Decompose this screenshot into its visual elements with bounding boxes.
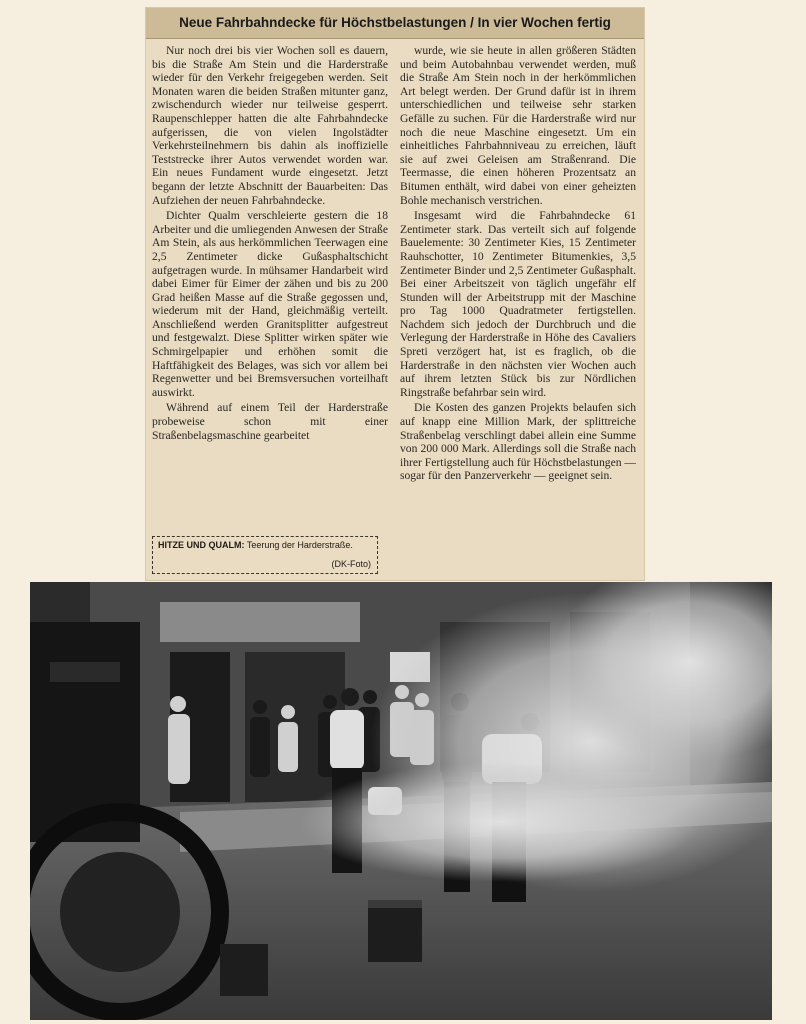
- photo-caption: [152, 536, 378, 574]
- paragraph: Die Kosten des ganzen Projekts belaufen sich auf knapp eine Million Mark, der splittreiche Straßenbelag verschlingt dabei allein eine Summe von 200 000 Mark. Allerdings soll die Straße nach ihrer Fertigstellung auch für Höchstbelastungen — sogar für den Panzerverkehr — geeignet sein.: [400, 401, 637, 483]
- photo-credit: (DK-Foto): [331, 559, 371, 569]
- paragraph: Dichter Qualm verschleierte gestern die 18 Arbeiter und die umliegenden Anwesen der Straße Am Stein, als aus herkömmlichen Teerwagen eine 2,5 Zentimeter dicke Gußasphaltschicht aufgetragen wurde. In mühsamer Handarbeit wird dabei Eimer für Eimer der zähen und bis zu 200 Grad heißen Masse auf die Straße gegossen und, wiederum mit der Hand, gleichmäßig verteilt. Anschließend werden Granitsplitter aufgestreut und festgewalzt. Diese Splitter wirken später wie Schmirgelpapier und erhöhen somit die Haftfähigkeit des Belages, was sich vor allem bei Regenwetter und bei Bremsversuchen vorteilhaft auswirkt.: [152, 209, 388, 399]
- paragraph: Insgesamt wird die Fahrbahndecke 61 Zentimeter stark. Das verteilt sich auf folgende Bauelemente: 30 Zentimeter Kies, 15 Zentimeter Rauhschotter, 10 Zentimeter Bitumenkies, 3,5 Zentimeter Binder und 2,5 Zentimeter Gußasphalt. Bei einer Arbeitszeit von täglich ungefähr elf Stunden will der Arbeitstrupp mit der Maschine pro Tag 1000 Quadratmeter fertigstellen. Nachdem sich jedoch der Durchbruch und die Verlegung der Harderstraße in Höhe des Cavaliers Spreti verzögert hat, ist es fraglich, ob die Harderstraße in den nächsten vier Wochen auch auf ihrem letzten Stück bis zur Nördlichen Ringstraße befahrbar sein wird.: [400, 209, 636, 399]
- caption-title: HITZE UND QUALM:: [158, 540, 245, 550]
- article-headline: Neue Fahrbahndecke für Höchstbelastungen / In vier Wochen fertig: [146, 8, 644, 39]
- article-column-left: [152, 44, 388, 444]
- newspaper-clipping: [146, 8, 644, 580]
- article-column-right: [400, 44, 636, 485]
- photo-image: [30, 582, 772, 1020]
- paragraph: Während auf einem Teil der Harderstraße probeweise schon mit einer Straßenbelagsmaschine gearbeitet: [152, 401, 388, 442]
- paragraph: Nur noch drei bis vier Wochen soll es dauern, bis die Straße Am Stein und die Harderstraße wieder für den Verkehr freigegeben werden. Seit Monaten waren die beiden Straßen mitunter ganz, zwischendurch wieder nur teilweise gesperrt. Raupenschlepper hatten die alte Fahrbahndecke aufgerissen, die von vielen Ingolstädter Verkehrsteilnehmern bis dahin als inoffizielle Teststrecke ihrer Autos verwendet worden war. Ein neues Fundament wurde eingesetzt. Jetzt begann der letzte Abschnitt der Bauarbeiten: Das Aufziehen der neuen Fahrbahndecke.: [152, 44, 388, 207]
- street-tarring-photo: [30, 582, 772, 1020]
- paragraph: wurde, wie sie heute in allen größeren Städten und beim Autobahnbau verwendet werden, muß die Straße Am Stein noch in der herkömmlichen Art belegt werden. Der Grund dafür ist in ihrem unterschiedlichen und teilweise sehr starken Gefälle zu suchen. Für die Harderstraße wird nur noch die neue Maschine eingesetzt. Um ein einheitliches Fahrbahnniveau zu erreichen, läuft sie auf zwei Geleisen am Straßenrand. Die Teermasse, die einen höheren Prozentsatz an Bitumen enthält, wird dabei von einer geheizten Bohle mechanisch verstrichen.: [400, 44, 636, 207]
- caption-text: Teerung der Harderstraße.: [246, 540, 353, 550]
